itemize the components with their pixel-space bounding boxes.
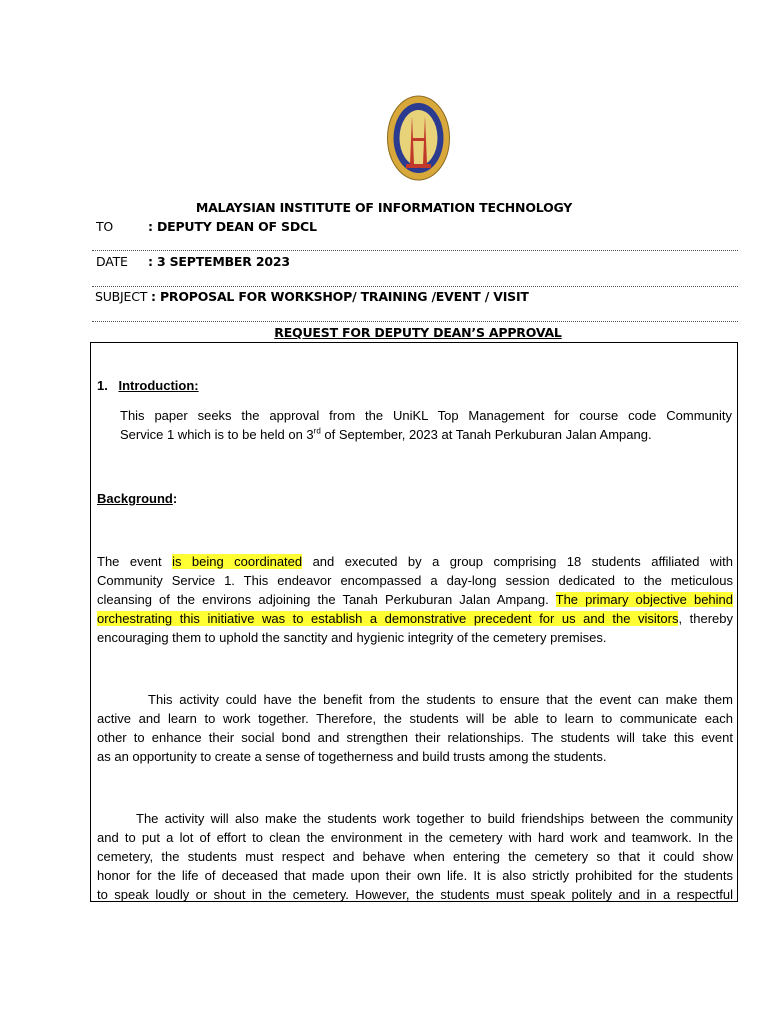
intro-number: 1. xyxy=(97,378,108,393)
intro-line: This paper seeks the approval from the UniKL Top Management for course code Community xyxy=(120,408,732,423)
paragraph-line: and to put a lot of effort to clean the environment in the cemetery with hard work and teamwork. In the xyxy=(97,830,733,845)
paragraph-line: honor for the life of deceased that made upon their own life. It is also strictly prohibited for the students xyxy=(97,868,733,883)
to-label: TO xyxy=(96,219,114,234)
background-title: Background xyxy=(97,491,173,506)
paragraph-line: other to enhance their social bond and strengthen their relationships. The students will take this event xyxy=(97,730,733,745)
paragraph-line: The activity will also make the students work together to build friendships between the community xyxy=(136,811,733,826)
paragraph-line: This activity could have the benefit from the students to ensure that the event can make them xyxy=(148,692,733,707)
divider xyxy=(92,321,738,322)
subject-row xyxy=(95,289,529,304)
paragraph-line: orchestrating this initiative was to establish a demonstrative precedent for us and the visitors, thereby xyxy=(97,611,733,626)
background-paragraph-2 xyxy=(97,690,733,766)
university-logo xyxy=(386,94,451,182)
paragraph-line: cleansing of the environs adjoining the Tanah Perkuburan Jalan Ampang. The primary objective behind xyxy=(97,592,733,607)
paragraph-line: active and learn to work together. Therefore, the students will be able to learn to communicate each xyxy=(97,711,733,726)
background-paragraph-3 xyxy=(97,809,733,902)
content-box xyxy=(90,342,738,902)
to-row xyxy=(96,219,317,234)
date-value: : 3 SEPTEMBER 2023 xyxy=(148,254,290,269)
request-title: REQUEST FOR DEPUTY DEAN’S APPROVAL xyxy=(274,325,562,340)
background-paragraph-1 xyxy=(97,552,733,647)
paragraph-line: cemetery, the students must respect and behave when entering the cemetery so that it could show xyxy=(97,849,733,864)
intro-heading xyxy=(97,378,199,393)
divider xyxy=(92,250,738,251)
subject-label: SUBJECT xyxy=(95,289,148,304)
paragraph-line: encouraging them to uphold the sanctity and hygienic integrity of the cemetery premises. xyxy=(97,630,607,645)
intro-title: Introduction: xyxy=(118,378,199,393)
paragraph-line: Community Service 1. This endeavor encompassed a day-long session dedicated to the meticulous xyxy=(97,573,733,588)
paragraph-line: as an opportunity to create a sense of togetherness and build trusts among the students. xyxy=(97,749,607,764)
divider xyxy=(92,286,738,287)
paragraph-line: The event is being coordinated and executed by a group comprising 18 students affiliated with xyxy=(97,554,733,569)
subject-value: : PROPOSAL FOR WORKSHOP/ TRAINING /EVENT / VISIT xyxy=(151,289,529,304)
paragraph-line: to speak loudly or shout in the cemetery. However, the students must speak politely and in a respectful xyxy=(97,887,733,902)
intro-line: Service 1 which is to be held on 3rd of September, 2023 at Tanah Perkuburan Jalan Ampang. xyxy=(120,426,652,442)
date-label: DATE xyxy=(96,254,128,269)
to-value: : DEPUTY DEAN OF SDCL xyxy=(148,219,317,234)
intro-paragraph xyxy=(120,406,732,444)
institute-name: MALAYSIAN INSTITUTE OF INFORMATION TECHNOLOGY xyxy=(195,200,573,215)
date-row xyxy=(96,254,290,269)
background-heading: Background: xyxy=(97,491,178,506)
